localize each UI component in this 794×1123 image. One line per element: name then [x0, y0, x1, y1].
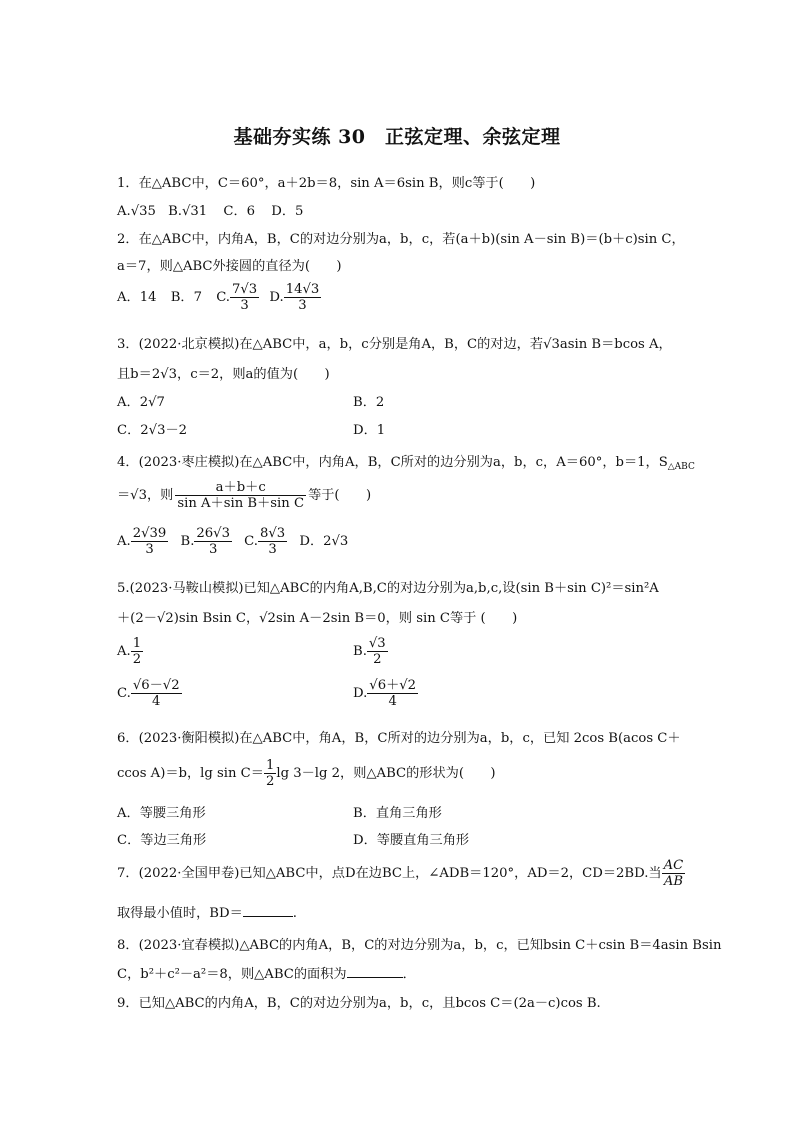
- q3-option-d: D．1: [353, 423, 386, 438]
- question-8-line-2: C，b²＋c²－a²＝8，则△ABC的面积为 ．: [117, 967, 416, 982]
- q4-option-b: B. $\frac{26√3}{3}$: [180, 526, 230, 558]
- q6-option-d: D．等腰直角三角形: [353, 833, 470, 848]
- q4-option-a: A. $\frac{2√39}{3}$: [117, 526, 167, 558]
- q5-option-a: A. $\frac{1}{2}$: [117, 636, 142, 668]
- question-5-options-row-2: [117, 678, 682, 709]
- question-5-options-row-1: [117, 636, 682, 667]
- question-6-line-1: 6．(2023·衡阳模拟)在△ABC中，角A，B，C所对的边分别为a，b，c，已知 2cos B(acos C＋: [117, 731, 681, 746]
- question-7-line-1: 7．(2022·全国甲卷)已知△ABC中，点D在边BC上，∠ADB＝120°，AD＝2，CD＝2BD.当 $\frac{AC}{AB}$: [117, 858, 684, 890]
- question-4-line-1: 4．(2023·枣庄模拟)在△ABC中，内角A，B，C所对的边分别为a，b，c，A＝60°，b＝1，$S_{\triangle ABC}$: [117, 455, 695, 472]
- question-1-options: [117, 200, 682, 219]
- question-5-line-1: 5.(2023·马鞍山模拟)已知△ABC的内角A,B,C的对边分别为a,b,c,设(sin B＋sin C)²＝sin²A: [117, 581, 659, 596]
- question-4-line-2: ＝√3，则 $\frac{a+b+c}{\text{sin A＋sin B＋sin C}}$ 等于( ): [117, 480, 372, 512]
- question-2-line-2: a＝7，则△ABC外接圆的直径为( ): [117, 259, 342, 274]
- q4-option-c: C. $\frac{8√3}{3}$: [244, 526, 286, 558]
- q3-option-c: C．2√3－2: [117, 423, 188, 438]
- q6-option-a: A．等腰三角形: [117, 806, 206, 821]
- question-2-options: [117, 282, 682, 313]
- question-8-line-1: 8．(2023·宜春模拟)△ABC的内角A，B，C的对边分别为a，b，c，已知bsin C＋csin B＝4asin Bsin: [117, 938, 722, 953]
- q4-option-d: D．2√3: [299, 534, 349, 550]
- question-3-line-1: 3．(2022·北京模拟)在△ABC中，a，b，c分别是角A，B，C的对边，若√3asin B＝bcos A，: [117, 337, 672, 352]
- question-3-options-row-1: [117, 391, 682, 410]
- question-6-options-row-1: [117, 802, 682, 821]
- question-4-options: [117, 526, 682, 557]
- question-6-options-row-2: [117, 829, 682, 848]
- question-3-line-2: 且b＝2√3，c＝2，则a的值为( ): [117, 367, 330, 382]
- q6-option-b: B．直角三角形: [353, 806, 442, 821]
- question-5-line-2: ＋(2－√2)sin Bsin C，√2sin A－2sin B＝0，则 sin C等于 ( ): [117, 611, 518, 626]
- q8-answer-blank[interactable]: [347, 966, 403, 978]
- question-2-line-1: 2．在△ABC中，内角A，B，C的对边分别为a，b，c，若(a＋b)(sin A－sin B)＝(b＋c)sin C，: [117, 232, 685, 247]
- q1-option-c: C．6: [223, 204, 256, 219]
- q3-option-b: B．2: [353, 395, 385, 410]
- q1-option-b: B.√31: [168, 204, 208, 219]
- q3-option-a: A．2√7: [117, 395, 165, 410]
- q5-option-c: C. $\frac{√6-√2}{4}$: [117, 678, 180, 710]
- q5-option-b: B. $\frac{√3}{2}$: [353, 636, 386, 668]
- q5-option-d: D. $\frac{√6+√2}{4}$: [353, 678, 417, 710]
- q2-option-d: D. $\frac{14√3}{3}$: [269, 282, 320, 314]
- page-title: 基础夯实练 30 正弦定理、余弦定理: [233, 126, 561, 148]
- q2-option-b: B．7: [170, 290, 202, 306]
- q1-option-a: A.√35: [117, 204, 156, 219]
- q6-option-c: C．等边三角形: [117, 833, 207, 848]
- question-1-stem: 1．在△ABC中，C＝60°，a＋2b＝8，sin A＝6sin B，则c等于( ): [117, 176, 536, 191]
- q7-answer-blank[interactable]: [243, 905, 293, 917]
- question-3-options-row-2: [117, 419, 682, 438]
- question-9-line-1: 9．已知△ABC的内角A，B，C的对边分别为a，b，c，且bcos C＝(2a－c)cos B.: [117, 996, 601, 1011]
- q1-option-d: D．5: [271, 204, 304, 219]
- q2-option-c: C. $\frac{7√3}{3}$: [216, 282, 258, 314]
- question-7-line-2: 取得最小值时，BD＝ .: [117, 906, 297, 921]
- q2-option-a: A．14: [117, 290, 157, 306]
- question-6-line-2: ccos A)＝b，lg sin C＝ $\frac{1}{2}$ lg 3－lg 2，则△ABC的形状为( ): [117, 758, 496, 790]
